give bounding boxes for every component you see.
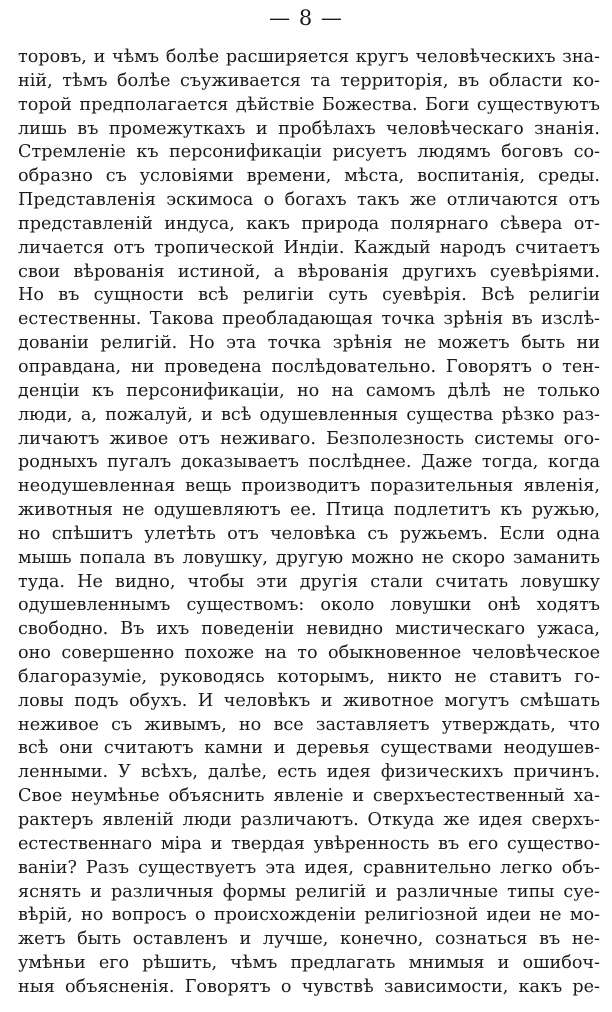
- text-line: люди, а, пожалуй, и всѣ одушевленныя существа рѣзко раз-: [18, 404, 600, 425]
- text-line: оправдана, ни проведена послѣдовательно. Говорятъ о тен-: [18, 356, 600, 377]
- text-line: яснять и различныя формы религій и различные типы суе-: [18, 881, 600, 902]
- text-line: естественны. Такова преобладающая точка зрѣнія въ изслѣ-: [18, 309, 600, 330]
- text-line: мышь попала въ ловушку, другую можно не скоро заманить: [18, 547, 600, 568]
- text-line: неживое съ живымъ, но все заставляетъ утверждать, что: [18, 714, 600, 735]
- text-line: личается отъ тропической Индіи. Каждый народъ считаетъ: [18, 237, 600, 258]
- text-line: одушевленнымъ существомъ: около ловушки онѣ ходятъ: [18, 595, 600, 616]
- text-line: вѣрій, но вопросъ о происхожденіи религіозной идеи не мо-: [18, 905, 600, 926]
- text-line: личаютъ живое отъ неживаго. Безполезность системы ого-: [18, 428, 600, 449]
- text-line: туда. Не видно, чтобы эти другія стали считать ловушку: [18, 571, 600, 592]
- text-line: ленными. У всѣхъ, далѣе, есть идея физическихъ причинъ.: [18, 762, 600, 783]
- text-line: неодушевленная вещь производитъ поразительныя явленія,: [18, 476, 600, 497]
- text-line: ваніи? Разъ существуетъ эта идея, сравнительно легко объ-: [18, 857, 600, 878]
- text-line: рактеръ явленій люди различаютъ. Откуда же идея сверхъ-: [18, 810, 600, 830]
- text-line: Свое неумѣнье объяснить явленіе и сверхъестественный ха-: [18, 786, 600, 807]
- text-line: торовъ, и чѣмъ болѣе расширяется кругъ человѣческихъ зна-: [18, 47, 600, 67]
- text-line: жетъ быть оставленъ и лучше, конечно, сознаться въ не-: [18, 929, 600, 950]
- text-line: ній, тѣмъ болѣе съуживается та территорія, въ области ко-: [18, 70, 600, 91]
- text-line: лишь въ промежуткахъ и пробѣлахъ человѣческаго знанія.: [18, 118, 600, 139]
- text-line: естественнаго міра и твердая увѣренность въ его существо-: [18, 833, 600, 854]
- text-line: ловы подъ обухъ. И человѣкъ и животное могутъ смѣшать: [18, 690, 600, 711]
- text-line: свои вѣрованія истиной, а вѣрованія другихъ суевѣріями.: [18, 261, 600, 282]
- page-number: — 8 —: [269, 6, 343, 30]
- text-line: свободно. Въ ихъ поведеніи невидно мистическаго ужаса,: [18, 619, 600, 640]
- text-line: Представленія эскимоса о богахъ такъ же отличаются отъ: [18, 190, 600, 211]
- body-text: [18, 46, 600, 1000]
- text-line: животныя не одушевляютъ ее. Птица подлетитъ къ ружью,: [18, 500, 600, 521]
- text-line: образно съ условіями времени, мѣста, воспитанія, среды.: [18, 166, 600, 187]
- text-line: ныя объясненія. Говорятъ о чувствѣ зависимости, какъ ре-: [18, 976, 600, 997]
- text-line: благоразуміе, руководясь которымъ, никто не ставитъ го-: [18, 666, 600, 687]
- text-line: торой предполагается дѣйствіе Божества. Боги существуютъ: [18, 94, 600, 115]
- text-line: но спѣшитъ улетѣть отъ человѣка съ ружьемъ. Если одна: [18, 523, 600, 544]
- text-line: оно совершенно похоже на то обыкновенное человѣческое: [18, 643, 600, 664]
- text-line: родныхъ пугалъ доказываетъ послѣднее. Даже тогда, когда: [18, 452, 600, 473]
- text-line: всѣ они считаютъ камни и деревья существами неодушев-: [18, 738, 600, 759]
- text-line: Но въ сущности всѣ религіи суть суевѣрія. Всѣ религіи: [18, 285, 600, 306]
- text-line: денціи къ персонификаціи, но на самомъ дѣлѣ не только: [18, 380, 600, 401]
- text-line: дованіи религій. Но эта точка зрѣнія не можетъ быть ни: [18, 333, 600, 354]
- text-line: Стремленіе къ персонификаціи рисуетъ людямъ боговъ со-: [18, 142, 600, 163]
- text-line: представленій индуса, какъ природа полярнаго сѣвера от-: [18, 213, 600, 234]
- text-line: умѣньи его рѣшить, чѣмъ предлагать мнимыя и ошибоч-: [18, 953, 600, 974]
